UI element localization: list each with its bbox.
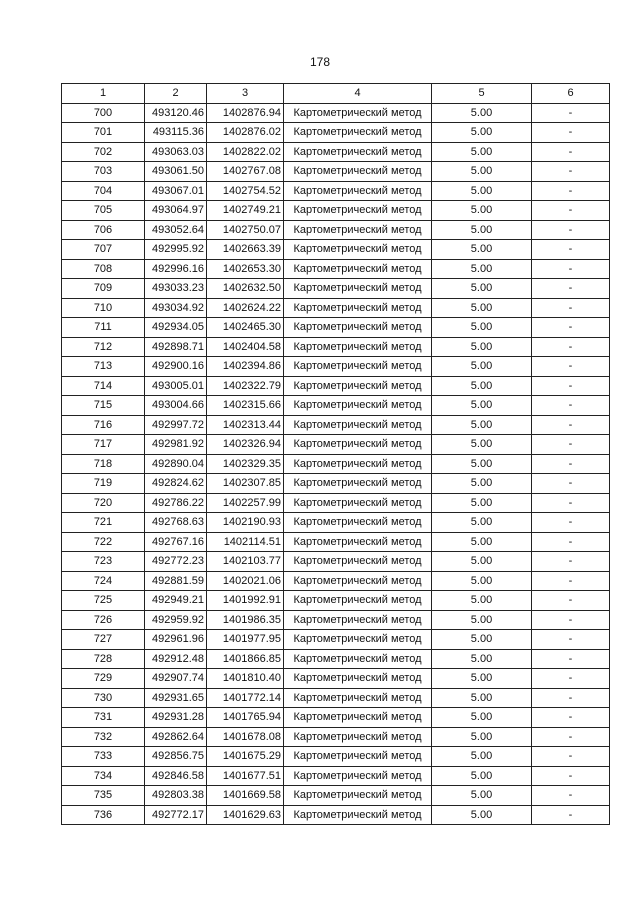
x-coordinate-cell: 492768.63 — [145, 513, 207, 533]
table-row — [62, 610, 610, 630]
table-row — [62, 532, 610, 552]
method-cell: Картометрический метод — [284, 454, 432, 474]
y-coordinate-cell: 1402624.22 — [207, 298, 284, 318]
coordinates-table — [61, 83, 610, 825]
precision-cell: 5.00 — [432, 298, 532, 318]
y-coordinate-cell: 1401810.40 — [207, 669, 284, 689]
precision-cell: 5.00 — [432, 376, 532, 396]
precision-cell: 5.00 — [432, 669, 532, 689]
note-cell: - — [532, 123, 610, 143]
point-number-cell: 726 — [62, 610, 145, 630]
y-coordinate-cell: 1402632.50 — [207, 279, 284, 299]
precision-cell: 5.00 — [432, 649, 532, 669]
precision-cell: 5.00 — [432, 532, 532, 552]
table-row — [62, 357, 610, 377]
method-cell: Картометрический метод — [284, 669, 432, 689]
note-cell: - — [532, 396, 610, 416]
point-number-cell: 731 — [62, 708, 145, 728]
point-number-cell: 711 — [62, 318, 145, 338]
table-row — [62, 396, 610, 416]
precision-cell: 5.00 — [432, 103, 532, 123]
table-row — [62, 376, 610, 396]
note-cell: - — [532, 630, 610, 650]
note-cell: - — [532, 805, 610, 825]
y-coordinate-cell: 1402329.35 — [207, 454, 284, 474]
y-coordinate-cell: 1401678.08 — [207, 727, 284, 747]
y-coordinate-cell: 1402257.99 — [207, 493, 284, 513]
note-cell: - — [532, 337, 610, 357]
method-cell: Картометрический метод — [284, 630, 432, 650]
point-number-cell: 712 — [62, 337, 145, 357]
precision-cell: 5.00 — [432, 162, 532, 182]
x-coordinate-cell: 492767.16 — [145, 532, 207, 552]
precision-cell: 5.00 — [432, 415, 532, 435]
point-number-cell: 717 — [62, 435, 145, 455]
y-coordinate-cell: 1401866.85 — [207, 649, 284, 669]
note-cell: - — [532, 747, 610, 767]
method-cell: Картометрический метод — [284, 513, 432, 533]
x-coordinate-cell: 492934.05 — [145, 318, 207, 338]
point-number-cell: 701 — [62, 123, 145, 143]
x-coordinate-cell: 493052.64 — [145, 220, 207, 240]
point-number-cell: 707 — [62, 240, 145, 260]
table-row — [62, 240, 610, 260]
point-number-cell: 714 — [62, 376, 145, 396]
method-cell: Картометрический метод — [284, 786, 432, 806]
y-coordinate-cell: 1402767.08 — [207, 162, 284, 182]
x-coordinate-cell: 492931.65 — [145, 688, 207, 708]
precision-cell: 5.00 — [432, 708, 532, 728]
y-coordinate-cell: 1402307.85 — [207, 474, 284, 494]
precision-cell: 5.00 — [432, 142, 532, 162]
precision-cell: 5.00 — [432, 435, 532, 455]
method-cell: Картометрический метод — [284, 240, 432, 260]
precision-cell: 5.00 — [432, 786, 532, 806]
precision-cell: 5.00 — [432, 240, 532, 260]
note-cell: - — [532, 649, 610, 669]
precision-cell: 5.00 — [432, 766, 532, 786]
point-number-cell: 722 — [62, 532, 145, 552]
point-number-cell: 730 — [62, 688, 145, 708]
y-coordinate-cell: 1401977.95 — [207, 630, 284, 650]
x-coordinate-cell: 492900.16 — [145, 357, 207, 377]
note-cell: - — [532, 415, 610, 435]
x-coordinate-cell: 492772.23 — [145, 552, 207, 572]
table-row — [62, 201, 610, 221]
precision-cell: 5.00 — [432, 318, 532, 338]
point-number-cell: 733 — [62, 747, 145, 767]
precision-cell: 5.00 — [432, 513, 532, 533]
y-coordinate-cell: 1402404.58 — [207, 337, 284, 357]
method-cell: Картометрический метод — [284, 337, 432, 357]
x-coordinate-cell: 493004.66 — [145, 396, 207, 416]
method-cell: Картометрический метод — [284, 220, 432, 240]
precision-cell: 5.00 — [432, 571, 532, 591]
y-coordinate-cell: 1401675.29 — [207, 747, 284, 767]
note-cell: - — [532, 298, 610, 318]
note-cell: - — [532, 240, 610, 260]
precision-cell: 5.00 — [432, 357, 532, 377]
table-row — [62, 805, 610, 825]
y-coordinate-cell: 1401677.51 — [207, 766, 284, 786]
x-coordinate-cell: 492890.04 — [145, 454, 207, 474]
method-cell: Картометрический метод — [284, 591, 432, 611]
table-row — [62, 259, 610, 279]
x-coordinate-cell: 492907.74 — [145, 669, 207, 689]
point-number-cell: 713 — [62, 357, 145, 377]
method-cell: Картометрический метод — [284, 259, 432, 279]
column-header-note: 6 — [532, 84, 610, 104]
table-row — [62, 571, 610, 591]
note-cell: - — [532, 786, 610, 806]
y-coordinate-cell: 1401992.91 — [207, 591, 284, 611]
table-row — [62, 279, 610, 299]
x-coordinate-cell: 492949.21 — [145, 591, 207, 611]
x-coordinate-cell: 492931.28 — [145, 708, 207, 728]
precision-cell: 5.00 — [432, 279, 532, 299]
y-coordinate-cell: 1402021.06 — [207, 571, 284, 591]
method-cell: Картометрический метод — [284, 298, 432, 318]
table-row — [62, 552, 610, 572]
precision-cell: 5.00 — [432, 259, 532, 279]
table-row — [62, 415, 610, 435]
precision-cell: 5.00 — [432, 805, 532, 825]
x-coordinate-cell: 493063.03 — [145, 142, 207, 162]
note-cell: - — [532, 201, 610, 221]
column-header-method: 4 — [284, 84, 432, 104]
x-coordinate-cell: 493034.92 — [145, 298, 207, 318]
point-number-cell: 708 — [62, 259, 145, 279]
table-row — [62, 337, 610, 357]
precision-cell: 5.00 — [432, 552, 532, 572]
x-coordinate-cell: 492772.17 — [145, 805, 207, 825]
precision-cell: 5.00 — [432, 630, 532, 650]
note-cell: - — [532, 162, 610, 182]
x-coordinate-cell: 492898.71 — [145, 337, 207, 357]
x-coordinate-cell: 492912.48 — [145, 649, 207, 669]
table-row — [62, 181, 610, 201]
x-coordinate-cell: 493064.97 — [145, 201, 207, 221]
table-row — [62, 298, 610, 318]
x-coordinate-cell: 492846.58 — [145, 766, 207, 786]
method-cell: Картометрический метод — [284, 376, 432, 396]
x-coordinate-cell: 492824.62 — [145, 474, 207, 494]
point-number-cell: 704 — [62, 181, 145, 201]
y-coordinate-cell: 1401986.35 — [207, 610, 284, 630]
header-row — [62, 84, 610, 104]
note-cell: - — [532, 279, 610, 299]
method-cell: Картометрический метод — [284, 435, 432, 455]
method-cell: Картометрический метод — [284, 727, 432, 747]
method-cell: Картометрический метод — [284, 279, 432, 299]
table-row — [62, 123, 610, 143]
precision-cell: 5.00 — [432, 474, 532, 494]
y-coordinate-cell: 1402394.86 — [207, 357, 284, 377]
method-cell: Картометрический метод — [284, 415, 432, 435]
x-coordinate-cell: 492881.59 — [145, 571, 207, 591]
x-coordinate-cell: 492995.92 — [145, 240, 207, 260]
method-cell: Картометрический метод — [284, 532, 432, 552]
x-coordinate-cell: 492997.72 — [145, 415, 207, 435]
point-number-cell: 702 — [62, 142, 145, 162]
precision-cell: 5.00 — [432, 591, 532, 611]
note-cell: - — [532, 669, 610, 689]
precision-cell: 5.00 — [432, 123, 532, 143]
precision-cell: 5.00 — [432, 610, 532, 630]
point-number-cell: 705 — [62, 201, 145, 221]
precision-cell: 5.00 — [432, 493, 532, 513]
y-coordinate-cell: 1402876.94 — [207, 103, 284, 123]
method-cell: Картометрический метод — [284, 708, 432, 728]
note-cell: - — [532, 532, 610, 552]
point-number-cell: 727 — [62, 630, 145, 650]
method-cell: Картометрический метод — [284, 318, 432, 338]
y-coordinate-cell: 1402313.44 — [207, 415, 284, 435]
y-coordinate-cell: 1401772.14 — [207, 688, 284, 708]
note-cell: - — [532, 493, 610, 513]
note-cell: - — [532, 591, 610, 611]
point-number-cell: 728 — [62, 649, 145, 669]
table-row — [62, 513, 610, 533]
note-cell: - — [532, 610, 610, 630]
table-row — [62, 220, 610, 240]
point-number-cell: 715 — [62, 396, 145, 416]
table-row — [62, 142, 610, 162]
note-cell: - — [532, 688, 610, 708]
note-cell: - — [532, 318, 610, 338]
table-body — [62, 103, 610, 825]
x-coordinate-cell: 492786.22 — [145, 493, 207, 513]
method-cell: Картометрический метод — [284, 493, 432, 513]
method-cell: Картометрический метод — [284, 396, 432, 416]
note-cell: - — [532, 513, 610, 533]
x-coordinate-cell: 492996.16 — [145, 259, 207, 279]
point-number-cell: 710 — [62, 298, 145, 318]
table-row — [62, 591, 610, 611]
point-number-cell: 709 — [62, 279, 145, 299]
table-row — [62, 162, 610, 182]
x-coordinate-cell: 493115.36 — [145, 123, 207, 143]
note-cell: - — [532, 103, 610, 123]
y-coordinate-cell: 1402322.79 — [207, 376, 284, 396]
precision-cell: 5.00 — [432, 220, 532, 240]
x-coordinate-cell: 493120.46 — [145, 103, 207, 123]
y-coordinate-cell: 1402822.02 — [207, 142, 284, 162]
note-cell: - — [532, 474, 610, 494]
table-row — [62, 786, 610, 806]
note-cell: - — [532, 142, 610, 162]
table-row — [62, 669, 610, 689]
point-number-cell: 716 — [62, 415, 145, 435]
x-coordinate-cell: 492862.64 — [145, 727, 207, 747]
note-cell: - — [532, 181, 610, 201]
table-row — [62, 630, 610, 650]
point-number-cell: 700 — [62, 103, 145, 123]
precision-cell: 5.00 — [432, 201, 532, 221]
point-number-cell: 718 — [62, 454, 145, 474]
table-row — [62, 708, 610, 728]
point-number-cell: 725 — [62, 591, 145, 611]
note-cell: - — [532, 552, 610, 572]
y-coordinate-cell: 1402315.66 — [207, 396, 284, 416]
y-coordinate-cell: 1402663.39 — [207, 240, 284, 260]
x-coordinate-cell: 492961.96 — [145, 630, 207, 650]
x-coordinate-cell: 492803.38 — [145, 786, 207, 806]
point-number-cell: 720 — [62, 493, 145, 513]
point-number-cell: 706 — [62, 220, 145, 240]
note-cell: - — [532, 708, 610, 728]
table-row — [62, 474, 610, 494]
page-number: 178 — [309, 55, 331, 69]
column-header-precision: 5 — [432, 84, 532, 104]
y-coordinate-cell: 1402190.93 — [207, 513, 284, 533]
table-row — [62, 493, 610, 513]
note-cell: - — [532, 435, 610, 455]
table-row — [62, 454, 610, 474]
table-row — [62, 435, 610, 455]
x-coordinate-cell: 493033.23 — [145, 279, 207, 299]
y-coordinate-cell: 1402653.30 — [207, 259, 284, 279]
method-cell: Картометрический метод — [284, 123, 432, 143]
method-cell: Картометрический метод — [284, 552, 432, 572]
table-row — [62, 103, 610, 123]
y-coordinate-cell: 1402103.77 — [207, 552, 284, 572]
column-header-point-number: 1 — [62, 84, 145, 104]
method-cell: Картометрический метод — [284, 805, 432, 825]
point-number-cell: 732 — [62, 727, 145, 747]
method-cell: Картометрический метод — [284, 649, 432, 669]
y-coordinate-cell: 1402114.51 — [207, 532, 284, 552]
precision-cell: 5.00 — [432, 747, 532, 767]
method-cell: Картометрический метод — [284, 181, 432, 201]
method-cell: Картометрический метод — [284, 357, 432, 377]
column-header-y: 3 — [207, 84, 284, 104]
precision-cell: 5.00 — [432, 181, 532, 201]
table-row — [62, 747, 610, 767]
point-number-cell: 729 — [62, 669, 145, 689]
method-cell: Картометрический метод — [284, 688, 432, 708]
note-cell: - — [532, 220, 610, 240]
method-cell: Картометрический метод — [284, 610, 432, 630]
y-coordinate-cell: 1402749.21 — [207, 201, 284, 221]
note-cell: - — [532, 571, 610, 591]
note-cell: - — [532, 454, 610, 474]
point-number-cell: 736 — [62, 805, 145, 825]
x-coordinate-cell: 492981.92 — [145, 435, 207, 455]
method-cell: Картометрический метод — [284, 474, 432, 494]
precision-cell: 5.00 — [432, 337, 532, 357]
y-coordinate-cell: 1402465.30 — [207, 318, 284, 338]
x-coordinate-cell: 492856.75 — [145, 747, 207, 767]
x-coordinate-cell: 493061.50 — [145, 162, 207, 182]
table-row — [62, 318, 610, 338]
x-coordinate-cell: 492959.92 — [145, 610, 207, 630]
table-row — [62, 766, 610, 786]
method-cell: Картометрический метод — [284, 571, 432, 591]
y-coordinate-cell: 1401629.63 — [207, 805, 284, 825]
point-number-cell: 703 — [62, 162, 145, 182]
method-cell: Картометрический метод — [284, 103, 432, 123]
y-coordinate-cell: 1402326.94 — [207, 435, 284, 455]
y-coordinate-cell: 1402876.02 — [207, 123, 284, 143]
note-cell: - — [532, 376, 610, 396]
precision-cell: 5.00 — [432, 688, 532, 708]
y-coordinate-cell: 1402750.07 — [207, 220, 284, 240]
method-cell: Картометрический метод — [284, 162, 432, 182]
table-row — [62, 688, 610, 708]
precision-cell: 5.00 — [432, 454, 532, 474]
method-cell: Картометрический метод — [284, 766, 432, 786]
point-number-cell: 734 — [62, 766, 145, 786]
table-header — [62, 84, 610, 104]
x-coordinate-cell: 493005.01 — [145, 376, 207, 396]
note-cell: - — [532, 259, 610, 279]
point-number-cell: 721 — [62, 513, 145, 533]
point-number-cell: 724 — [62, 571, 145, 591]
note-cell: - — [532, 727, 610, 747]
method-cell: Картометрический метод — [284, 201, 432, 221]
point-number-cell: 719 — [62, 474, 145, 494]
y-coordinate-cell: 1401765.94 — [207, 708, 284, 728]
precision-cell: 5.00 — [432, 727, 532, 747]
point-number-cell: 723 — [62, 552, 145, 572]
note-cell: - — [532, 766, 610, 786]
x-coordinate-cell: 493067.01 — [145, 181, 207, 201]
column-header-x: 2 — [145, 84, 207, 104]
y-coordinate-cell: 1401669.58 — [207, 786, 284, 806]
y-coordinate-cell: 1402754.52 — [207, 181, 284, 201]
table-row — [62, 649, 610, 669]
note-cell: - — [532, 357, 610, 377]
point-number-cell: 735 — [62, 786, 145, 806]
method-cell: Картометрический метод — [284, 747, 432, 767]
precision-cell: 5.00 — [432, 396, 532, 416]
method-cell: Картометрический метод — [284, 142, 432, 162]
table-row — [62, 727, 610, 747]
